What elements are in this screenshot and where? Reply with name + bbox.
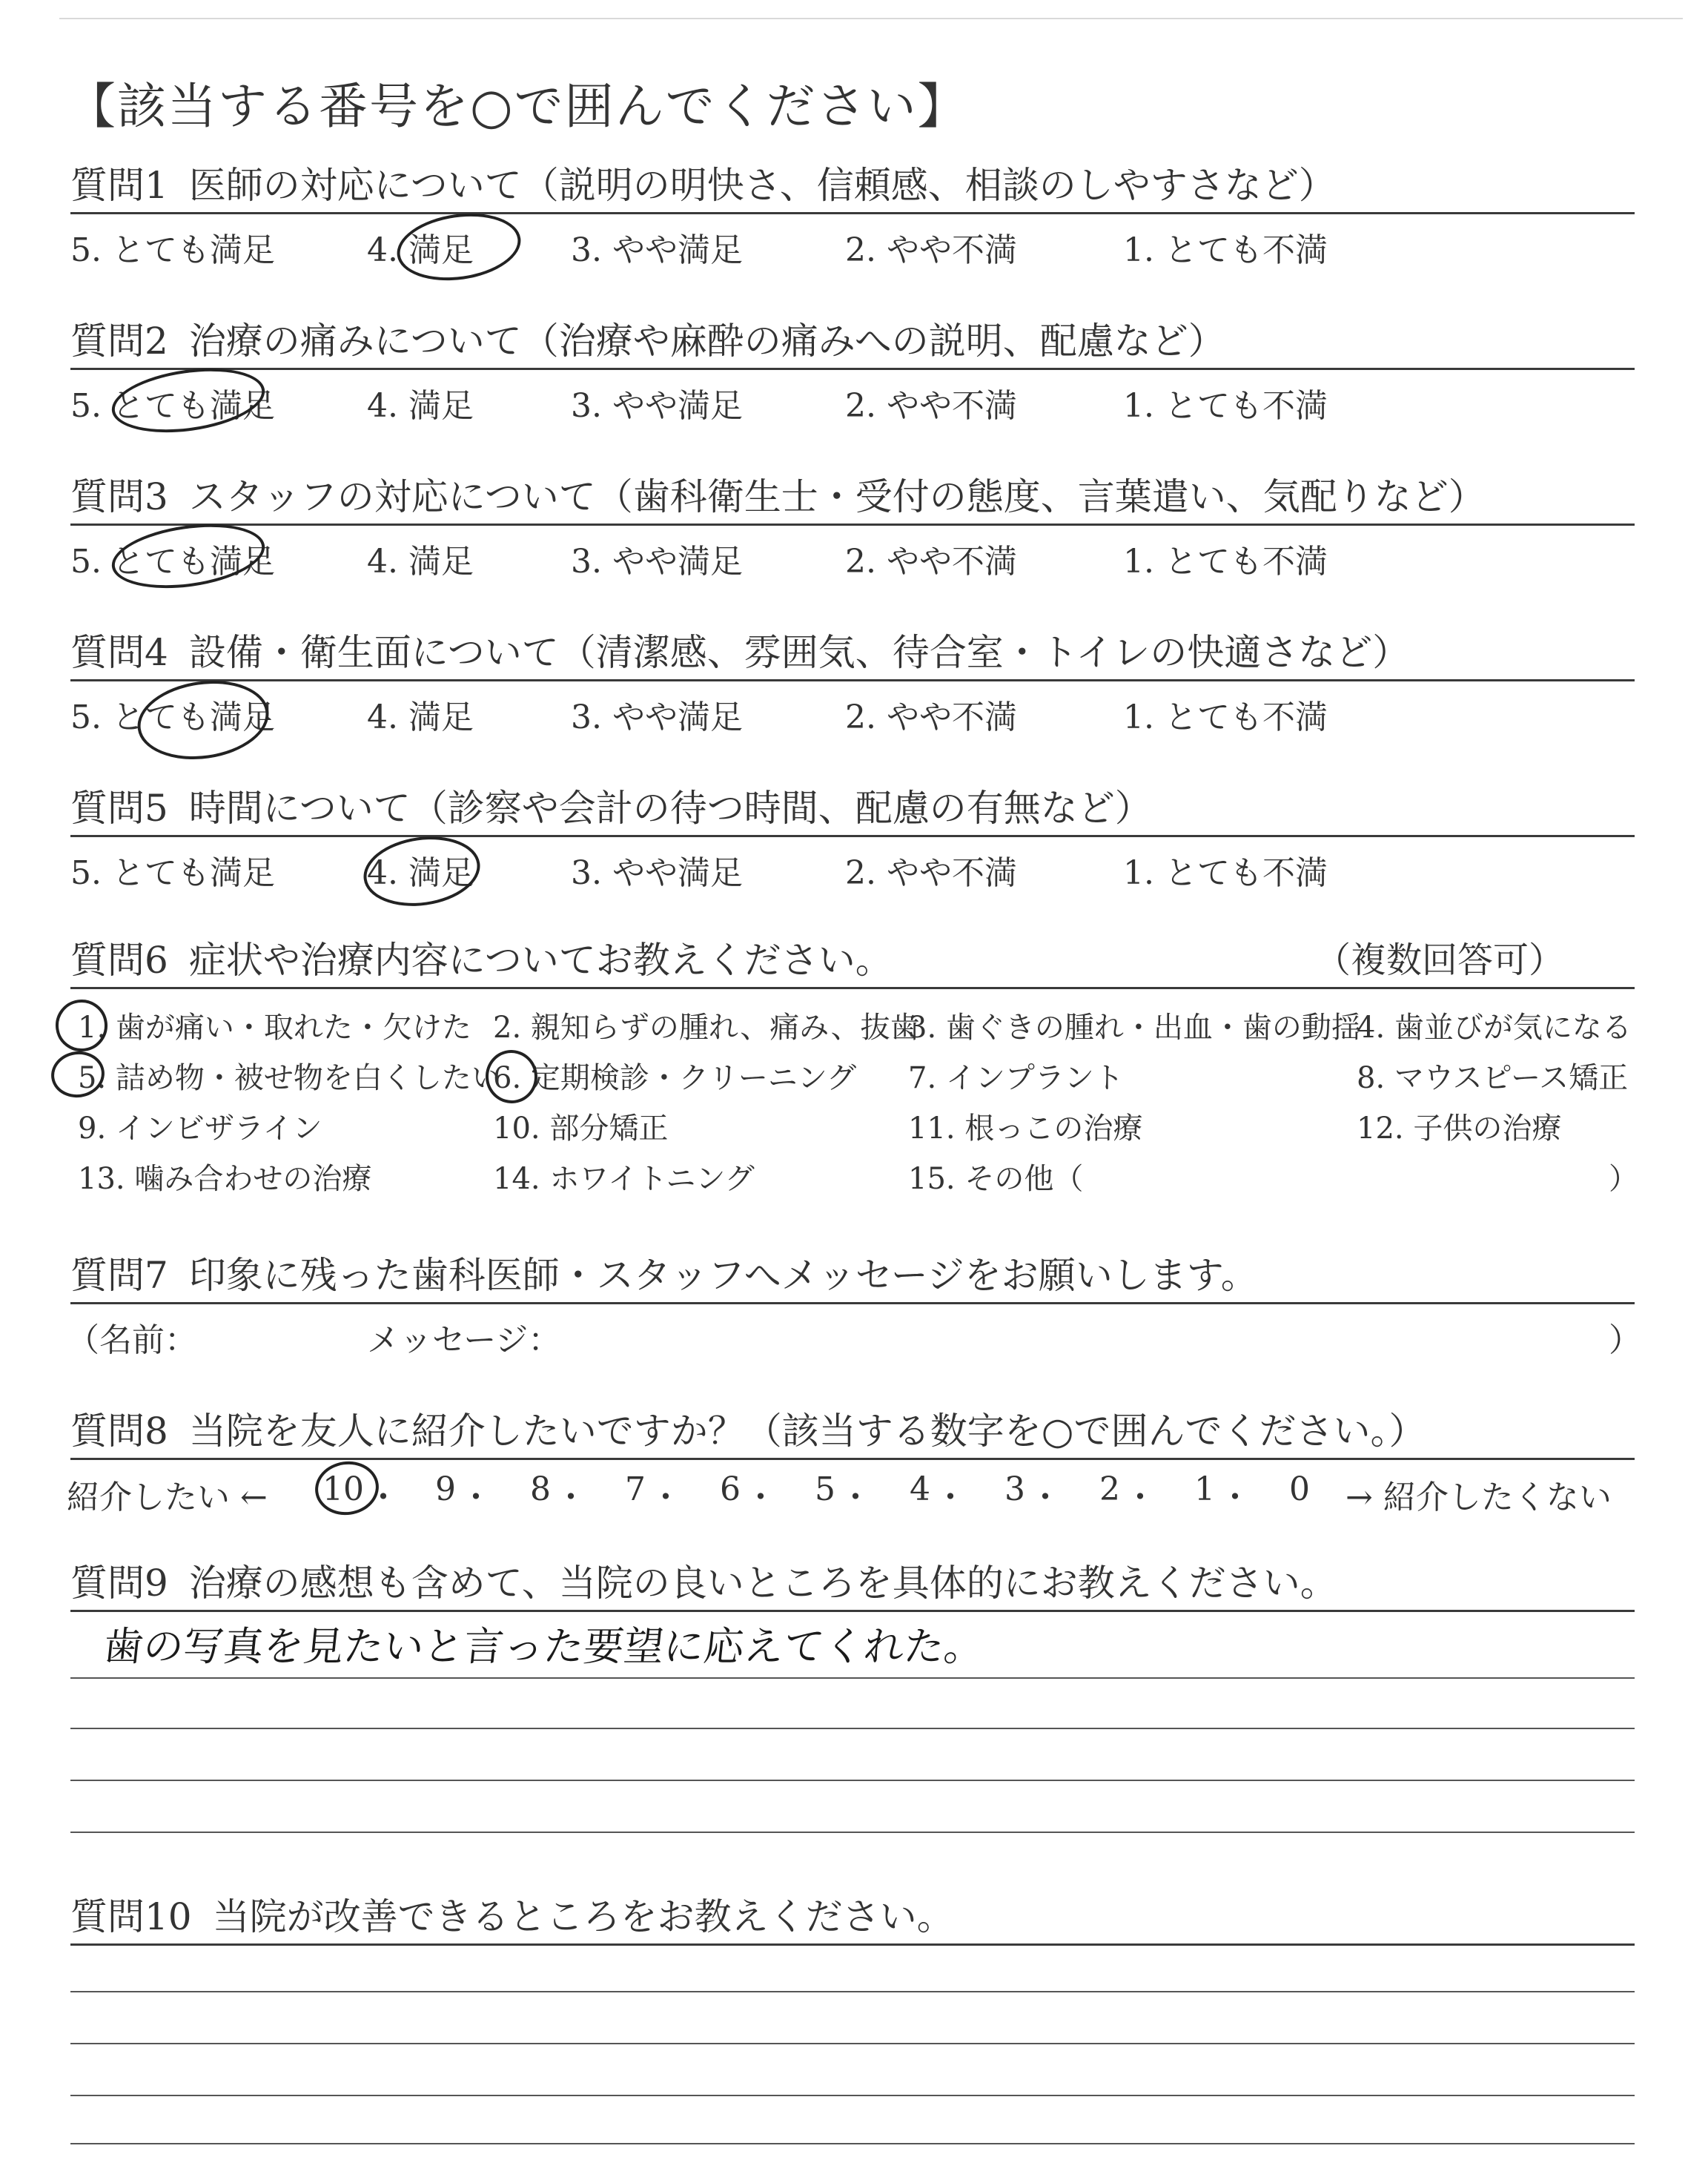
answer-line xyxy=(70,2043,1635,2044)
rating-options xyxy=(70,681,1635,736)
scale-sep: ・ xyxy=(1029,1479,1062,1516)
scale-value-2[interactable]: 2 xyxy=(1099,1470,1120,1508)
question-rule xyxy=(70,1610,1635,1612)
symptom-option[interactable]: 12. 子供の治療 xyxy=(1357,1112,1562,1146)
scale-value-1[interactable]: 1 xyxy=(1194,1470,1215,1508)
selection-circle xyxy=(359,829,484,913)
name-label: （名前： xyxy=(67,1321,197,1359)
question-5 xyxy=(70,786,1635,892)
question-1 xyxy=(70,163,1635,269)
question-text: 医師の対応について（説明の明快さ、信頼感、相談のしやすさなど） xyxy=(188,164,1336,207)
answer-line xyxy=(70,2143,1635,2144)
rating-option-4[interactable]: 4. 満足 xyxy=(367,231,474,269)
question-text: 時間について（診察や会計の待つ時間、配慮の有無など） xyxy=(188,787,1152,830)
rating-options xyxy=(70,214,1635,269)
scale-value-9[interactable]: 9 xyxy=(435,1470,456,1508)
answer-line xyxy=(70,1677,1635,1679)
handwritten-answer: 歯の写真を見たいと言った要望に応えてくれた。 xyxy=(101,1623,987,1670)
question-6 xyxy=(70,938,1638,1197)
question-10 xyxy=(70,1895,1635,1946)
symptom-option[interactable]: 1. 歯が痛い・取れた・欠けた xyxy=(78,1011,471,1045)
symptom-option[interactable]: 9. インビザライン xyxy=(78,1112,322,1146)
rating-option-3[interactable]: 3. やや満足 xyxy=(571,387,743,425)
rating-option-2[interactable]: 2. やや不満 xyxy=(845,698,1017,736)
symptom-option[interactable]: 13. 噛み合わせの治療 xyxy=(78,1162,372,1196)
question-3 xyxy=(70,475,1635,581)
question-label: 質問2 xyxy=(70,320,168,363)
answer-line xyxy=(70,2095,1635,2096)
scale-value-6[interactable]: 6 xyxy=(720,1470,741,1508)
rating-option-3[interactable]: 3. やや満足 xyxy=(571,231,743,269)
question-text: 治療の感想も含めて、当院の良いところを具体的にお教えください。 xyxy=(188,1562,1337,1605)
message-row xyxy=(67,1304,1641,1359)
rating-option-1[interactable]: 1. とても不満 xyxy=(1123,698,1328,736)
rating-option-1[interactable]: 1. とても不満 xyxy=(1123,231,1328,269)
other-close-paren: ） xyxy=(1609,1162,1638,1196)
symptom-option[interactable]: 10. 部分矯正 xyxy=(493,1112,669,1146)
message-close-paren: ） xyxy=(1609,1321,1641,1359)
scale-sep: ・ xyxy=(934,1479,967,1516)
question-text: 当院を友人に紹介したいですか？（該当する数字を○で囲んでください。） xyxy=(188,1410,1426,1453)
recommend-scale xyxy=(67,1460,1635,1516)
scale-sep: ・ xyxy=(555,1479,587,1516)
top-border xyxy=(59,18,1683,19)
answer-line xyxy=(70,1832,1635,1833)
symptom-option[interactable]: 11. 根っこの治療 xyxy=(908,1112,1143,1146)
answer-line xyxy=(70,1780,1635,1781)
rating-option-3[interactable]: 3. やや満足 xyxy=(571,698,743,736)
multiple-answer-note: （複数回答可） xyxy=(1314,939,1564,981)
scale-sep: ・ xyxy=(1219,1479,1251,1516)
question-label: 質問6 xyxy=(70,939,168,982)
rating-option-2[interactable]: 2. やや不満 xyxy=(845,231,1017,269)
scale-sep: ・ xyxy=(367,1479,400,1516)
rating-option-1[interactable]: 1. とても不満 xyxy=(1123,387,1328,425)
scale-value-8[interactable]: 8 xyxy=(530,1470,551,1508)
question-text: 治療の痛みについて（治療や麻酔の痛みへの説明、配慮など） xyxy=(188,320,1225,363)
rating-option-4[interactable]: 4. 満足 xyxy=(367,698,474,736)
rating-option-3[interactable]: 3. やや満足 xyxy=(571,543,743,581)
scale-sep: ・ xyxy=(649,1479,682,1516)
rating-option-5[interactable]: 5. とても満足 xyxy=(70,698,275,736)
question-2 xyxy=(70,319,1635,425)
symptom-option[interactable]: 4. 歯並びが気になる xyxy=(1357,1011,1632,1045)
selection-circle xyxy=(107,360,268,441)
question-label: 質問9 xyxy=(70,1562,168,1605)
scale-sep: ・ xyxy=(839,1479,872,1516)
scale-value-0[interactable]: 0 xyxy=(1289,1470,1310,1508)
symptom-option[interactable]: 6. 定期検診・クリーニング xyxy=(493,1061,857,1095)
scale-value-3[interactable]: 3 xyxy=(1004,1470,1025,1508)
symptom-option-other[interactable]: 15. その他（ xyxy=(908,1162,1084,1196)
question-4 xyxy=(70,630,1635,736)
question-label: 質問8 xyxy=(70,1410,168,1453)
rating-options xyxy=(70,837,1635,892)
scale-sep: ・ xyxy=(744,1479,777,1516)
answer-line xyxy=(70,1991,1635,1992)
rating-option-1[interactable]: 1. とても不満 xyxy=(1123,543,1328,581)
scale-left-label: 紹介したい ← xyxy=(67,1479,268,1516)
rating-option-2[interactable]: 2. やや不満 xyxy=(845,387,1017,425)
selection-circle xyxy=(393,206,526,288)
question-text: 症状や治療内容についてお教えください。 xyxy=(188,939,893,982)
rating-option-5[interactable]: 5. とても満足 xyxy=(70,231,275,269)
question-text: 設備・衛生面について（清潔感、雰囲気、待合室・トイレの快適さなど） xyxy=(188,631,1410,674)
question-7 xyxy=(67,1253,1641,1359)
scale-right-label: → 紹介したくない xyxy=(1345,1479,1612,1516)
symptom-option[interactable]: 3. 歯ぐきの腫れ・出血・歯の動揺 xyxy=(908,1011,1361,1045)
question-text: 当院が改善できるところをお教えください。 xyxy=(212,1895,954,1938)
scale-sep: ・ xyxy=(1124,1479,1156,1516)
message-label: メッセージ： xyxy=(367,1321,561,1359)
rating-option-4[interactable]: 4. 満足 xyxy=(367,387,474,425)
question-text: スタッフの対応について（歯科衛生士・受付の態度、言葉遣い、気配りなど） xyxy=(188,475,1486,518)
rating-options xyxy=(70,370,1635,425)
question-9 xyxy=(70,1561,1635,1612)
symptom-option[interactable]: 14. ホワイトニング xyxy=(493,1162,755,1196)
question-label: 質問4 xyxy=(70,631,168,674)
instruction-header: 【該当する番号を○で囲んでください】 xyxy=(67,78,968,135)
symptom-option[interactable]: 8. マウスピース矯正 xyxy=(1357,1061,1629,1095)
rating-option-4[interactable]: 4. 満足 xyxy=(367,854,474,892)
scale-value-7[interactable]: 7 xyxy=(625,1470,646,1508)
question-label: 質問10 xyxy=(70,1895,192,1938)
rating-option-5[interactable]: 5. とても満足 xyxy=(70,854,275,892)
scale-value-4[interactable]: 4 xyxy=(910,1470,930,1508)
question-label: 質問3 xyxy=(70,475,168,518)
question-8 xyxy=(67,1409,1635,1516)
symptom-option[interactable]: 5. 詰め物・被せ物を白くしたい xyxy=(78,1061,501,1095)
symptom-option[interactable]: 7. インプラント xyxy=(908,1061,1124,1095)
rating-options xyxy=(70,526,1635,581)
question-label: 質問7 xyxy=(70,1254,168,1297)
selection-circle xyxy=(133,673,274,767)
rating-option-3[interactable]: 3. やや満足 xyxy=(571,854,743,892)
rating-option-5[interactable]: 5. とても満足 xyxy=(70,543,275,581)
rating-option-2[interactable]: 2. やや不満 xyxy=(845,854,1017,892)
symptom-option[interactable]: 2. 親知らずの腫れ、痛み、抜歯 xyxy=(493,1011,920,1045)
scale-value-5[interactable]: 5 xyxy=(815,1470,835,1508)
question-text: 印象に残った歯科医師・スタッフへメッセージをお願いします。 xyxy=(188,1254,1258,1297)
rating-option-2[interactable]: 2. やや不満 xyxy=(845,543,1017,581)
scale-sep: ・ xyxy=(460,1479,492,1516)
selection-circle xyxy=(107,515,268,597)
scale-value-10[interactable]: 10 xyxy=(322,1470,364,1508)
rating-option-5[interactable]: 5. とても満足 xyxy=(70,387,275,425)
rating-option-4[interactable]: 4. 満足 xyxy=(367,543,474,581)
symptom-options xyxy=(70,989,1638,1197)
question-label: 質問5 xyxy=(70,787,168,830)
answer-line xyxy=(70,1728,1635,1729)
question-label: 質問1 xyxy=(70,164,168,207)
rating-option-1[interactable]: 1. とても不満 xyxy=(1123,854,1328,892)
question-rule xyxy=(70,1943,1635,1946)
